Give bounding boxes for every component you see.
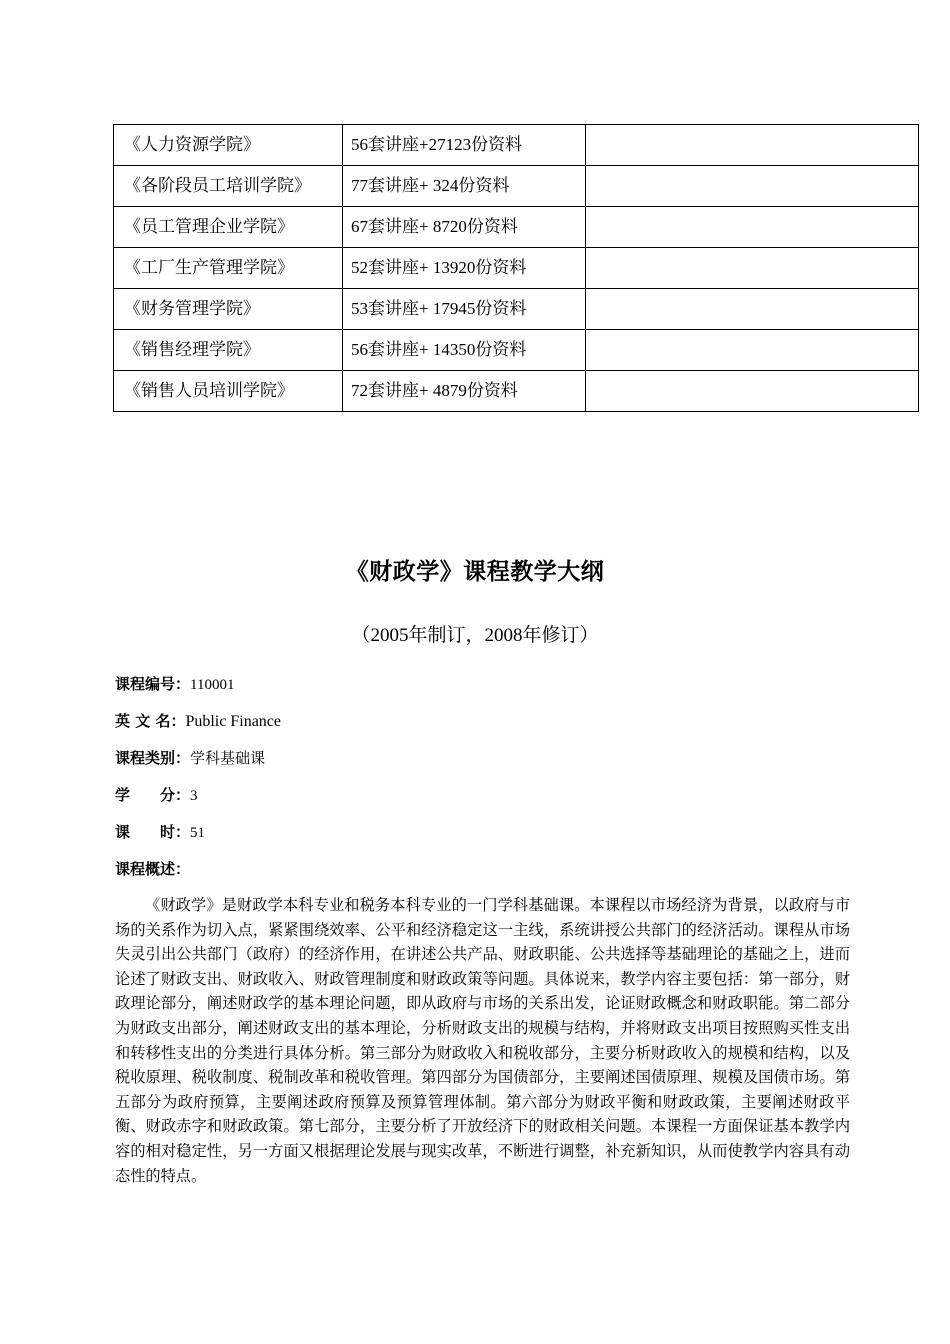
table-cell-content: 56套讲座+ 14350份资料	[343, 330, 586, 371]
table-row	[114, 207, 919, 248]
table-cell-extra	[586, 289, 919, 330]
overview-label: 课程概述：	[115, 860, 191, 878]
course-code-label: 课程编号：	[115, 675, 191, 693]
course-type-label: 课程类别：	[115, 749, 191, 767]
table-cell-name: 《各阶段员工培训学院》	[114, 166, 343, 207]
table-cell-content: 56套讲座+27123份资料	[343, 125, 586, 166]
english-name-row	[115, 709, 855, 746]
table-row	[114, 125, 919, 166]
table-cell-name: 《财务管理学院》	[114, 289, 343, 330]
table-cell-name: 《人力资源学院》	[114, 125, 343, 166]
table-row	[114, 289, 919, 330]
credit-value: 3	[190, 788, 198, 804]
course-overview-paragraph: 《财政学》是财政学本科专业和税务本科专业的一门学科基础课。本课程以市场经济为背景，以政府与市场的关系作为切入点，紧紧围绕效率、公平和经济稳定这一主线，系统讲授公共部门的经济活动。课程从市场失灵引出公共部门（政府）的经济作用，在讲述公共产品、财政职能、公共选择等基础理论的基础之上，进而论述了财政支出、财政收入、财政管理制度和财政政策等问题。具体说来，教学内容主要包括：第一部分，财政理论部分，阐述财政学的基本理论问题，即从政府与市场的关系出发，论证财政概念和财政职能。第二部分为财政支出部分，阐述财政支出的基本理论，分析财政支出的规模与结构，并将财政支出项目按照购买性支出和转移性支出的分类进行具体分析。第三部分为财政收入和税收部分，主要分析财政收入的规模和结构，以及税收原理、税收制度、税制改革和税收管理。第四部分为国债部分，主要阐述国债原理、规模及国债市场。第五部分为政府预算，主要阐述政府预算及预算管理体制。第六部分为财政平衡和财政政策，主要阐述财政平衡、财政赤字和财政政策。第七部分，主要分析了开放经济下的财政相关问题。本课程一方面保证基本教学内容的相对稳定性，另一方面又根据理论发展与现实改革，不断进行调整，补充新知识，从而使教学内容具有动态性的特点。	[115, 897, 850, 1185]
table-cell-name: 《员工管理企业学院》	[114, 207, 343, 248]
table-cell-name: 《销售人员培训学院》	[114, 371, 343, 412]
table-row	[114, 166, 919, 207]
credit-row	[115, 783, 855, 820]
course-code-value: 110001	[190, 677, 235, 693]
table-cell-extra	[586, 125, 919, 166]
table-cell-content: 72套讲座+ 4879份资料	[343, 371, 586, 412]
table-cell-extra	[586, 330, 919, 371]
course-type-value: 学科基础课	[190, 751, 266, 767]
document-title: 《财政学》课程教学大纲	[345, 559, 605, 585]
table-cell-content: 53套讲座+ 17945份资料	[343, 289, 586, 330]
resource-table	[113, 124, 919, 412]
table-cell-extra	[586, 371, 919, 412]
table-row	[114, 371, 919, 412]
course-type-row	[115, 746, 855, 783]
table-cell-name: 《工厂生产管理学院》	[114, 248, 343, 289]
table-cell-extra	[586, 166, 919, 207]
hours-value: 51	[190, 825, 206, 841]
course-meta	[115, 672, 855, 894]
course-code-row	[115, 672, 855, 709]
table-cell-content: 52套讲座+ 13920份资料	[343, 248, 586, 289]
credit-label: 学 分：	[115, 786, 191, 804]
table-row	[114, 330, 919, 371]
table-cell-extra	[586, 207, 919, 248]
table-cell-content: 77套讲座+ 324份资料	[343, 166, 586, 207]
hours-label: 课 时：	[115, 823, 191, 841]
table-cell-extra	[586, 248, 919, 289]
overview-label-row	[115, 857, 855, 894]
hours-row	[115, 820, 855, 857]
english-name-label: 英 文 名：	[115, 712, 186, 730]
table-cell-name: 《销售经理学院》	[114, 330, 343, 371]
english-name-value: Public Finance	[185, 713, 281, 730]
document-subtitle: （2005年制订，2008年修订）	[351, 625, 599, 646]
table-row	[114, 248, 919, 289]
table-cell-content: 67套讲座+ 8720份资料	[343, 207, 586, 248]
